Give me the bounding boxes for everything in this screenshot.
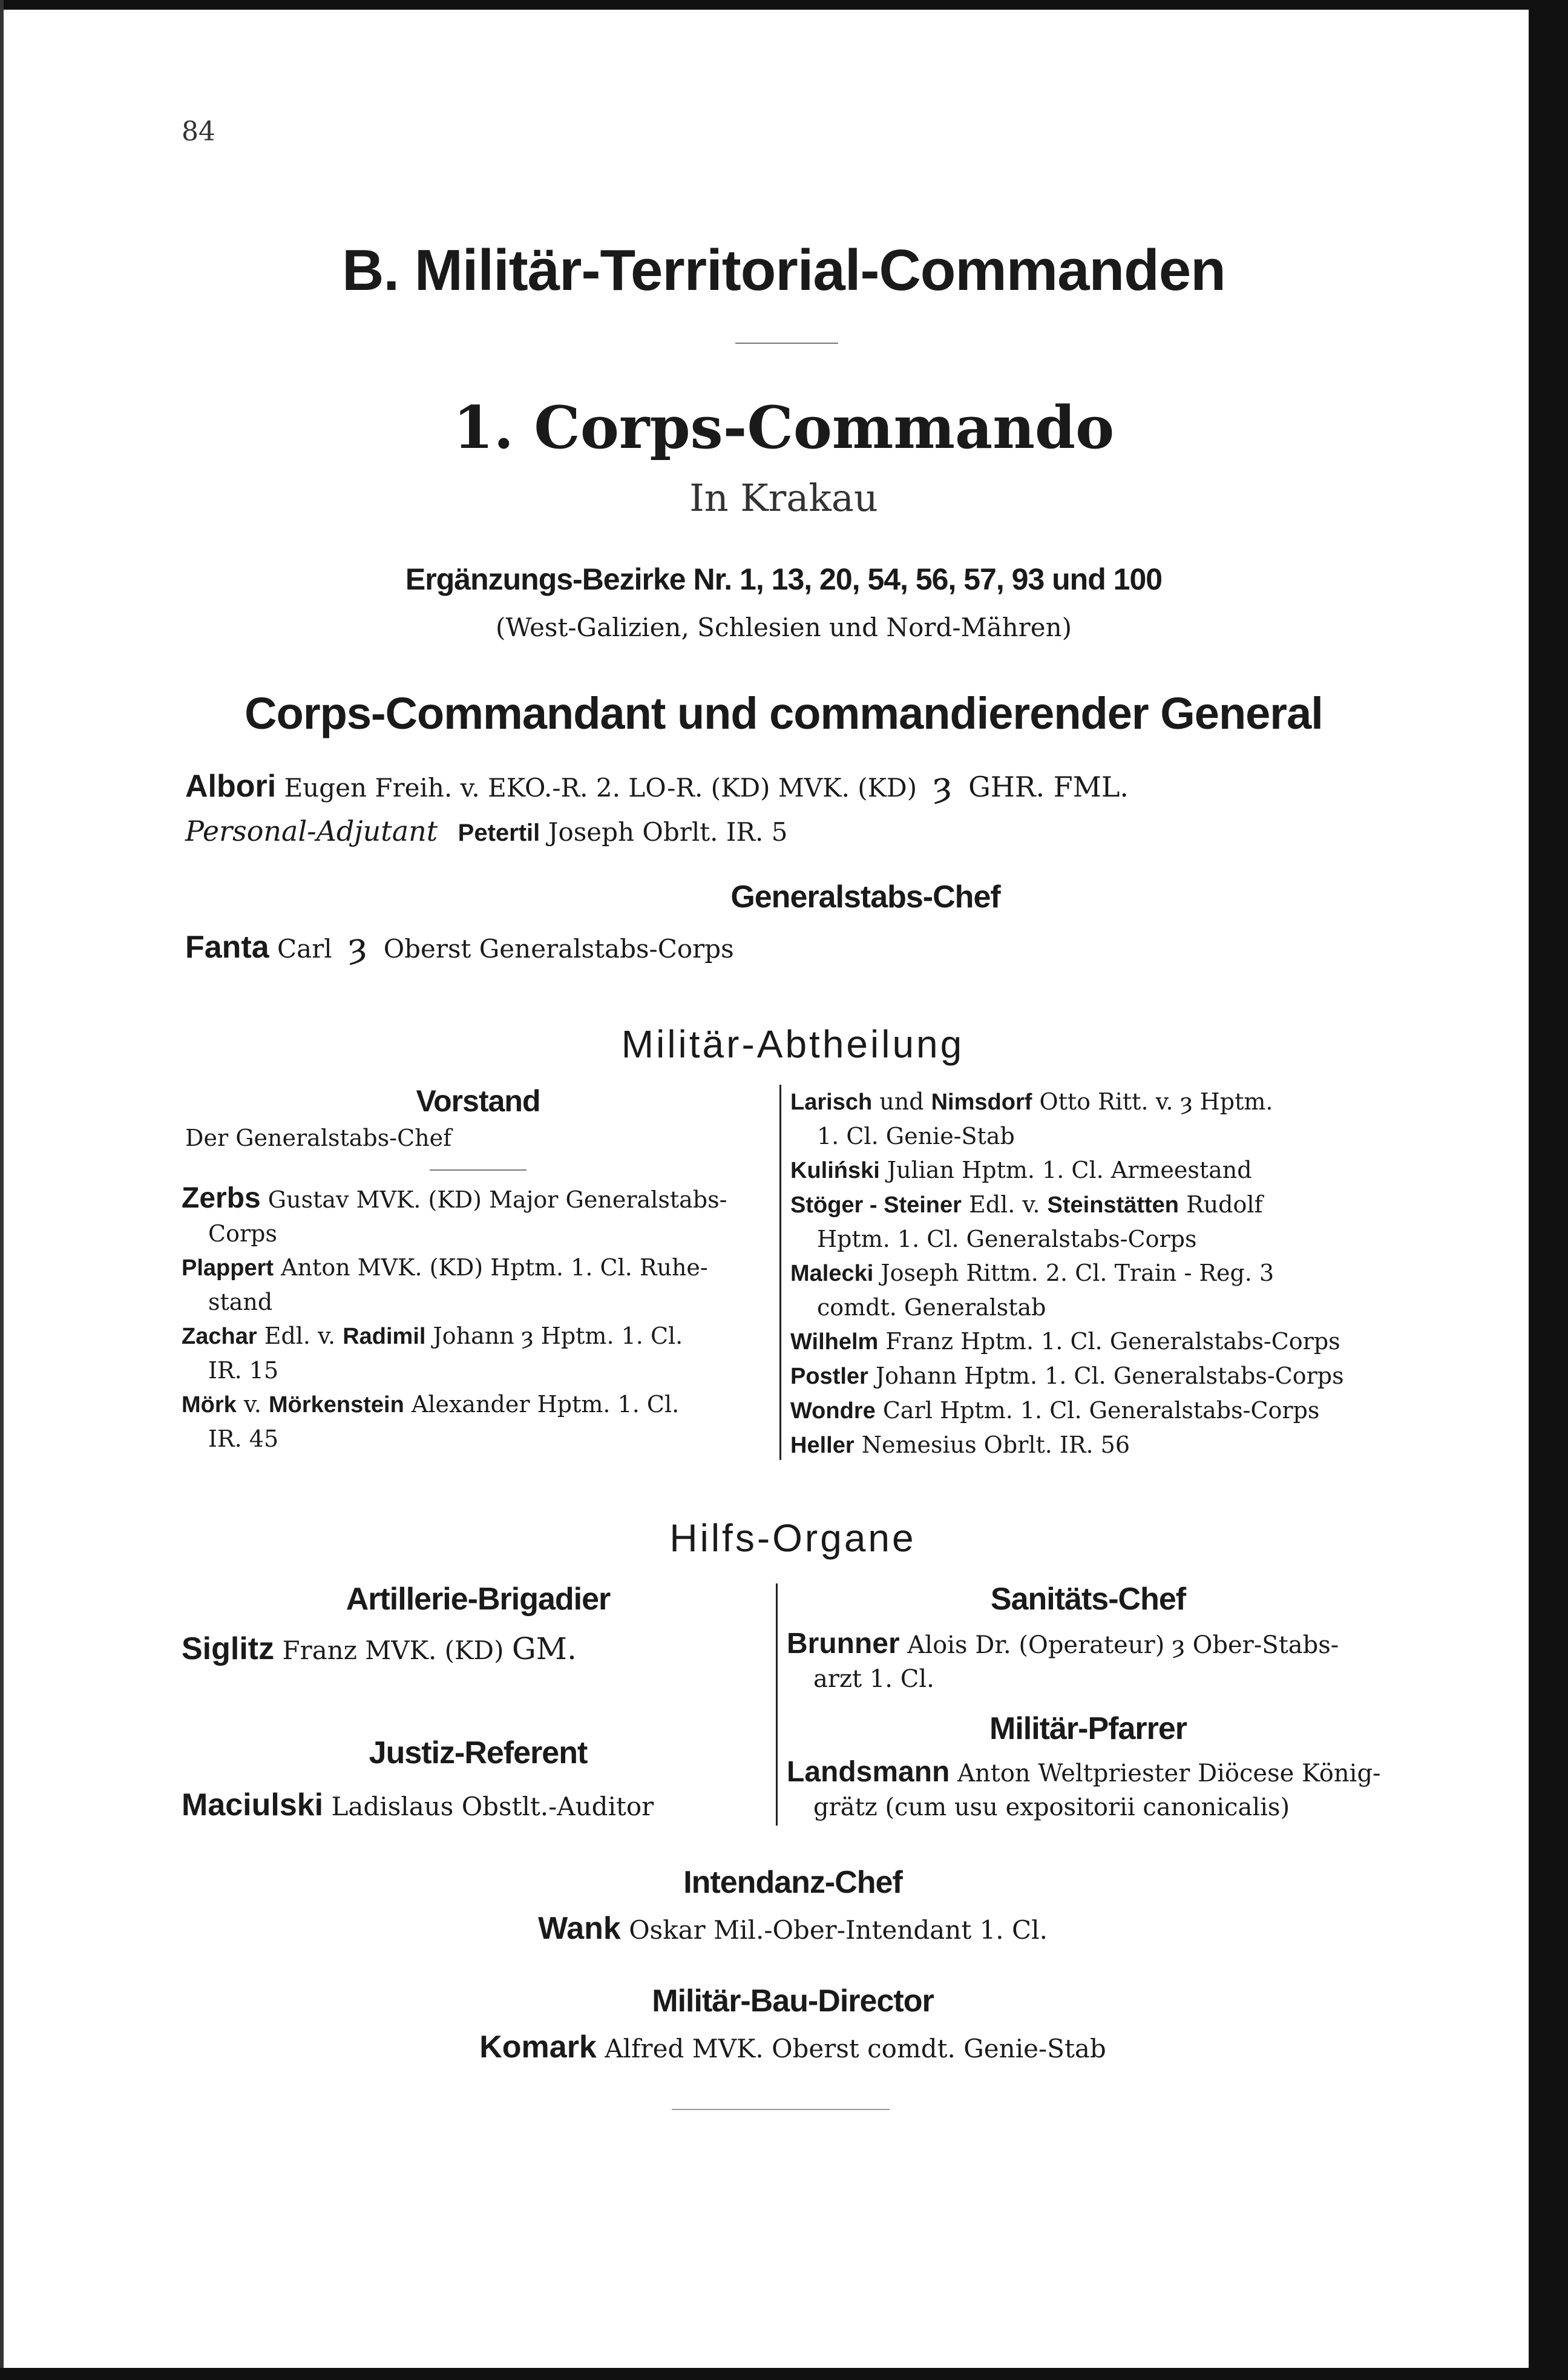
military-dept-right-column: [790, 1085, 1389, 1462]
adjutant-entry: [185, 815, 787, 847]
vorstand-heading: Vorstand: [416, 1084, 540, 1118]
sanitary-details: Alois Dr. (Operateur) ȝ Ober-Stabs-: [907, 1631, 1339, 1659]
list-item: Wondre Carl Hptm. 1. Cl. Generalstabs-Corps: [790, 1397, 1320, 1424]
person-name: Wilhelm: [790, 1329, 879, 1355]
intendance-heading: Intendanz-Chef: [683, 1865, 902, 1900]
vorstand-divider: [430, 1169, 526, 1171]
scan-border-top: [0, 0, 1568, 10]
commandant-details: Eugen Freih. v. EKO.-R. 2. LO-R. (KD) MVK. (KD): [284, 773, 917, 803]
person-name: Zerbs: [182, 1182, 261, 1214]
title-divider: [735, 343, 838, 344]
chief-of-staff-first-name: Carl: [277, 934, 332, 964]
military-dept-heading: Militär-Abtheilung: [621, 1022, 965, 1066]
chief-of-staff-details: Oberst Generalstabs-Corps: [383, 934, 734, 964]
list-item: Heller Nemesius Obrlt. IR. 56: [790, 1432, 1130, 1458]
list-item: Plappert Anton MVK. (KD) Hptm. 1. Cl. Ruhe- stand: [182, 1254, 708, 1315]
person-name: Stöger - Steiner: [790, 1192, 962, 1218]
list-item: Larisch und Nimsdorf Otto Ritt. v. ȝ Hptm. 1. Cl. Genie-Stab: [790, 1088, 1273, 1149]
person-name: Zachar: [182, 1324, 257, 1349]
chaplain-details: Anton Weltpriester Diöcese König-: [957, 1760, 1381, 1787]
column-divider: [776, 1583, 778, 1826]
regions: (West-Galizien, Schlesien und Nord-Mähren): [495, 613, 1072, 642]
recruiting-districts: Ergänzungs-Bezirke Nr. 1, 13, 20, 54, 56, 57, 93 und 100: [405, 562, 1163, 596]
commandant-entry: [185, 764, 1129, 805]
list-item: Zachar Edl. v. Radimil Johann ȝ Hptm. 1. Cl. IR. 15: [182, 1323, 683, 1384]
chief-of-staff-name: Fanta: [185, 930, 269, 965]
intendance-details: Oskar Mil.-Ober-Intendant 1. Cl.: [629, 1915, 1048, 1945]
commandant-rank: GHR. FML.: [968, 771, 1129, 803]
artillery-entry: [182, 1631, 577, 1667]
list-item: Kuliński Julian Hptm. 1. Cl. Armeestand: [790, 1157, 1252, 1183]
page-number: 84: [182, 116, 215, 147]
chief-of-staff-heading: Generalstabs-Chef: [730, 879, 1000, 915]
list-item: Stöger - Steiner Edl. v. Steinstätten Rudolf Hptm. 1. Cl. Generalstabs-Corps: [790, 1191, 1263, 1252]
sanitary-name: Brunner: [787, 1628, 900, 1660]
construction-heading: Militär-Bau-Director: [652, 1984, 934, 2019]
person-name: Malecki: [790, 1261, 874, 1286]
intendance-entry: [303, 1910, 1283, 1947]
main-title: B. Militär-Territorial-Commanden: [342, 238, 1225, 303]
decoration-symbol: ȝ: [349, 925, 367, 966]
aux-organs-heading: Hilfs-Organe: [669, 1516, 916, 1560]
construction-entry: [303, 2029, 1283, 2065]
artillery-details: Franz MVK. (KD): [282, 1635, 504, 1665]
list-item: Wilhelm Franz Hptm. 1. Cl. Generalstabs-Corps: [790, 1328, 1340, 1355]
corps-location: In Krakau: [689, 476, 878, 520]
sanitary-heading: Sanitäts-Chef: [990, 1582, 1186, 1617]
chaplain-entry: Landsmann Anton Weltpriester Diöcese König- grätz (cum usu expositorii canonicalis): [787, 1756, 1381, 1821]
list-item: Malecki Joseph Rittm. 2. Cl. Train - Reg. 3 comdt. Generalstab: [790, 1260, 1274, 1321]
chaplain-heading: Militär-Pfarrer: [989, 1711, 1187, 1746]
person-name: Postler: [790, 1364, 868, 1389]
justice-name: Maciulski: [182, 1787, 324, 1823]
bottom-divider: [672, 2109, 890, 2110]
chaplain-name: Landsmann: [787, 1756, 950, 1788]
list-item: Zerbs Gustav MVK. (KD) Major Generalstabs- Corps: [182, 1182, 727, 1247]
chief-of-staff-entry: [185, 925, 734, 966]
artillery-name: Siglitz: [182, 1631, 275, 1666]
justice-entry: [182, 1787, 654, 1823]
person-name: Kuliński: [790, 1158, 880, 1183]
person-name: Heller: [790, 1433, 855, 1458]
person-name: Mörk: [182, 1392, 237, 1418]
justice-details: Ladislaus Obstlt.-Auditor: [331, 1792, 654, 1821]
construction-name: Komark: [479, 2030, 597, 2065]
scan-border-left: [0, 0, 4, 2380]
adjutant-role: Personal-Adjutant: [185, 815, 438, 847]
scan-border-bottom: [0, 2368, 1568, 2380]
justice-heading: Justiz-Referent: [369, 1735, 588, 1770]
decoration-symbol: ȝ: [933, 764, 952, 805]
person-name: Plappert: [182, 1255, 274, 1281]
construction-details: Alfred MVK. Oberst comdt. Genie-Stab: [605, 2034, 1106, 2063]
sanitary-entry: Brunner Alois Dr. (Operateur) ȝ Ober-Stabs- arzt 1. Cl.: [787, 1628, 1339, 1693]
list-item: Postler Johann Hptm. 1. Cl. Generalstabs-Corps: [790, 1363, 1344, 1389]
intendance-name: Wank: [538, 1911, 621, 1946]
adjutant-name: Petertil: [458, 820, 540, 846]
list-item: Mörk v. Mörkenstein Alexander Hptm. 1. Cl. IR. 45: [182, 1391, 680, 1452]
person-name: Larisch: [790, 1090, 873, 1115]
corps-title: 1. Corps-Commando: [453, 393, 1115, 462]
vorstand-value: Der Generalstabs-Chef: [185, 1125, 452, 1151]
scan-border-right: [1529, 0, 1568, 2380]
artillery-heading: Artillerie-Brigadier: [346, 1582, 611, 1617]
person-name: Wondre: [790, 1398, 876, 1424]
military-dept-left-column: [182, 1182, 777, 1456]
commandant-heading: Corps-Commandant und commandierender General: [244, 688, 1323, 738]
artillery-rank: GM.: [511, 1631, 577, 1666]
commandant-name: Albori: [185, 769, 277, 804]
adjutant-details: Joseph Obrlt. IR. 5: [548, 817, 788, 847]
column-divider: [779, 1085, 781, 1460]
